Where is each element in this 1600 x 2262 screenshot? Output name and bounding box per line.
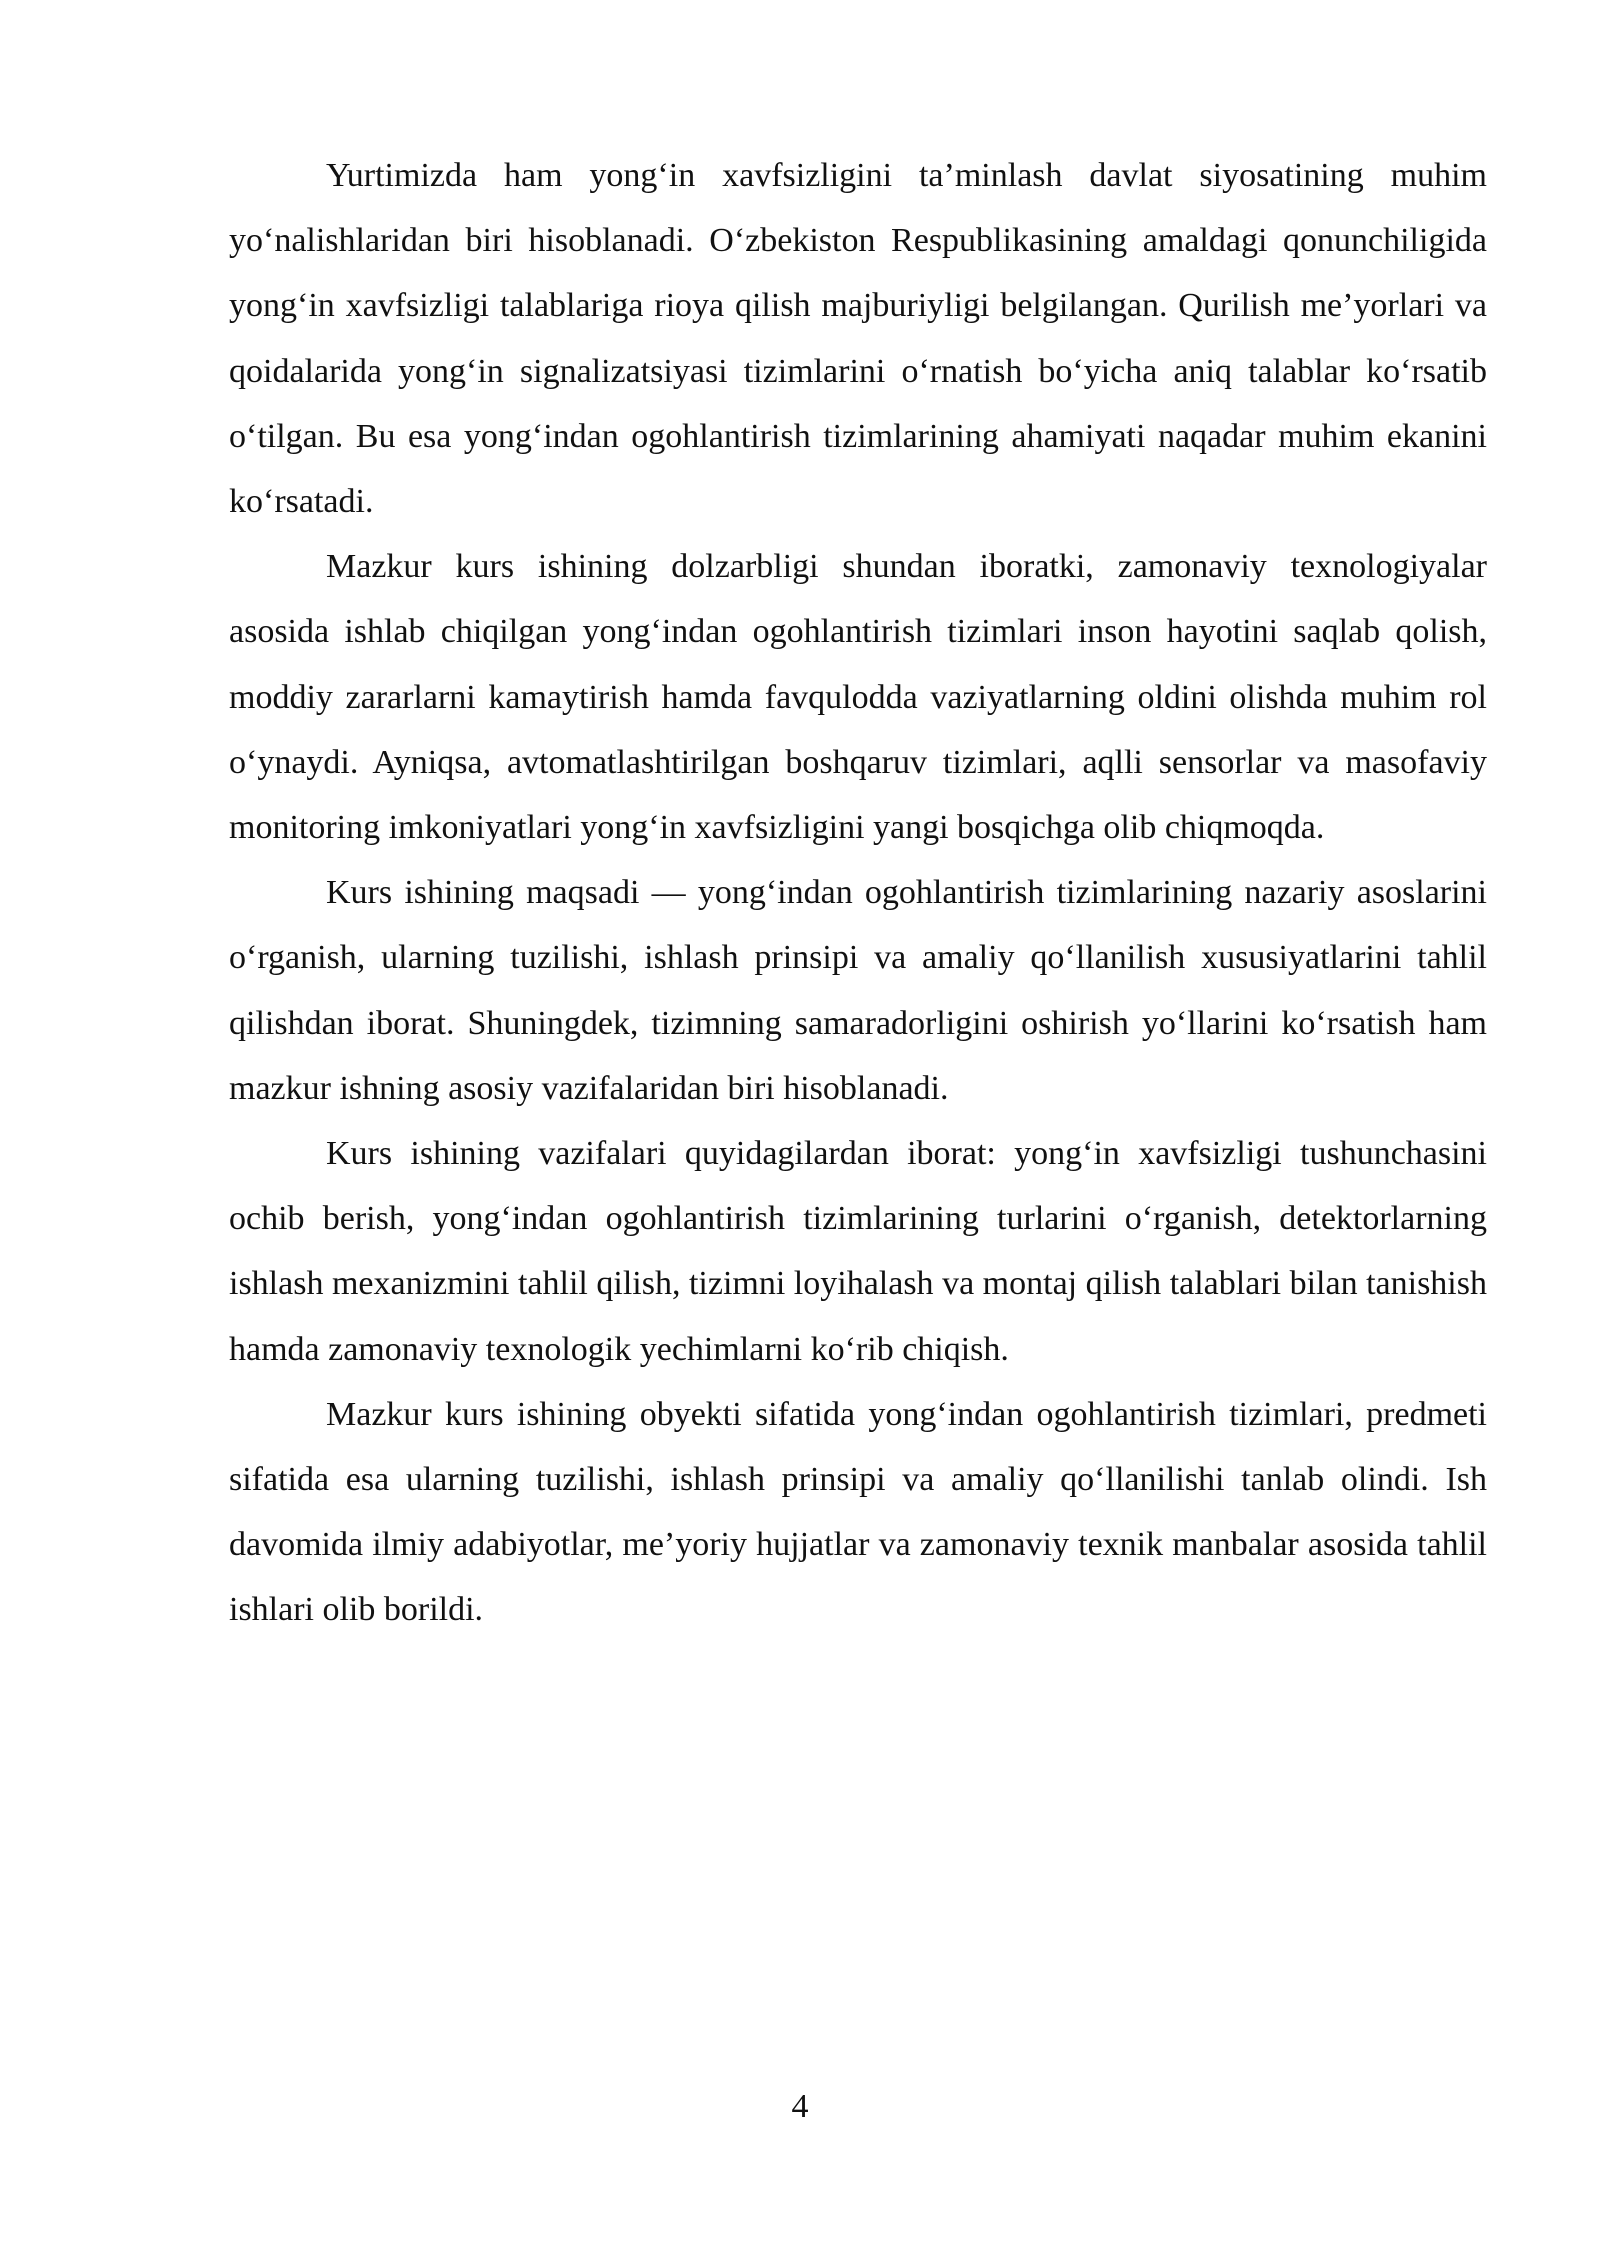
paragraph-2: Mazkur kurs ishining dolzarbligi shundan iboratki, zamonaviy texnologiyalar asosida ishlab chiqilgan yong‘indan ogohlantirish tizimlari inson hayotini saqlab qolish, moddiy zararlarni kamaytirish hamda favqulodda vaziyatlarning oldini olishda muhim rol o‘ynaydi. Ayniqsa, avtomatlashtirilgan boshqaruv tizimlari, aqlli sensorlar va masofaviy monitoring imkoniyatlari yong‘in xavfsizligini yangi bosqichga olib chiqmoqda. [229,548,1487,847]
paragraph-5: Mazkur kurs ishining obyekti sifatida yong‘indan ogohlantirish tizimlari, predmeti sifatida esa ularning tuzilishi, ishlash prinsipi va amaliy qo‘llanilishi tanlab olindi. Ish davomida ilmiy adabiyotlar, me’yoriy hujjatlar va zamonaviy texnik manbalar asosida tahlil ishlari olib borildi. [229,1395,1487,1629]
paragraph-4: Kurs ishining vazifalari quyidagilardan iborat: yong‘in xavfsizligi tushunchasini ochib berish, yong‘indan ogohlantirish tizimlarining turlarini o‘rganish, detektorlarning ishlash mexanizmini tahlil qilish, tizimni loyihalash va montaj qilish talablari bilan tanishish hamda zamonaviy texnologik yechimlarni ko‘rib chiqish. [229,1135,1487,1368]
paragraph-3: Kurs ishining maqsadi — yong‘indan ogohlantirish tizimlarining nazariy asoslarini o‘rganish, ularning tuzilishi, ishlash prinsipi va amaliy qo‘llanilish xususiyatlarini tahlil qilishdan iborat. Shuningdek, tizimning samaradorligini oshirish yo‘llarini ko‘rsatish ham mazkur ishning asosiy vazifalaridan biri hisoblanadi. [229,874,1487,1107]
document-body [229,143,1487,1643]
paragraph-1: Yurtimizda ham yong‘in xavfsizligini ta’minlash davlat siyosatining muhim yo‘nalishlaridan biri hisoblanadi. O‘zbekiston Respublikasining amaldagi qonunchiligida yong‘in xavfsizligi talablariga rioya qilish majburiyligi belgilangan. Qurilish me’yorlari va qoidalarida yong‘in signalizatsiyasi tizimlarini o‘rnatish bo‘yicha aniq talablar ko‘rsatib o‘tilgan. Bu esa yong‘indan ogohlantirish tizimlarining ahamiyati naqadar muhim ekanini ko‘rsatadi. [229,157,1487,521]
page-number: 4 [791,2088,809,2125]
